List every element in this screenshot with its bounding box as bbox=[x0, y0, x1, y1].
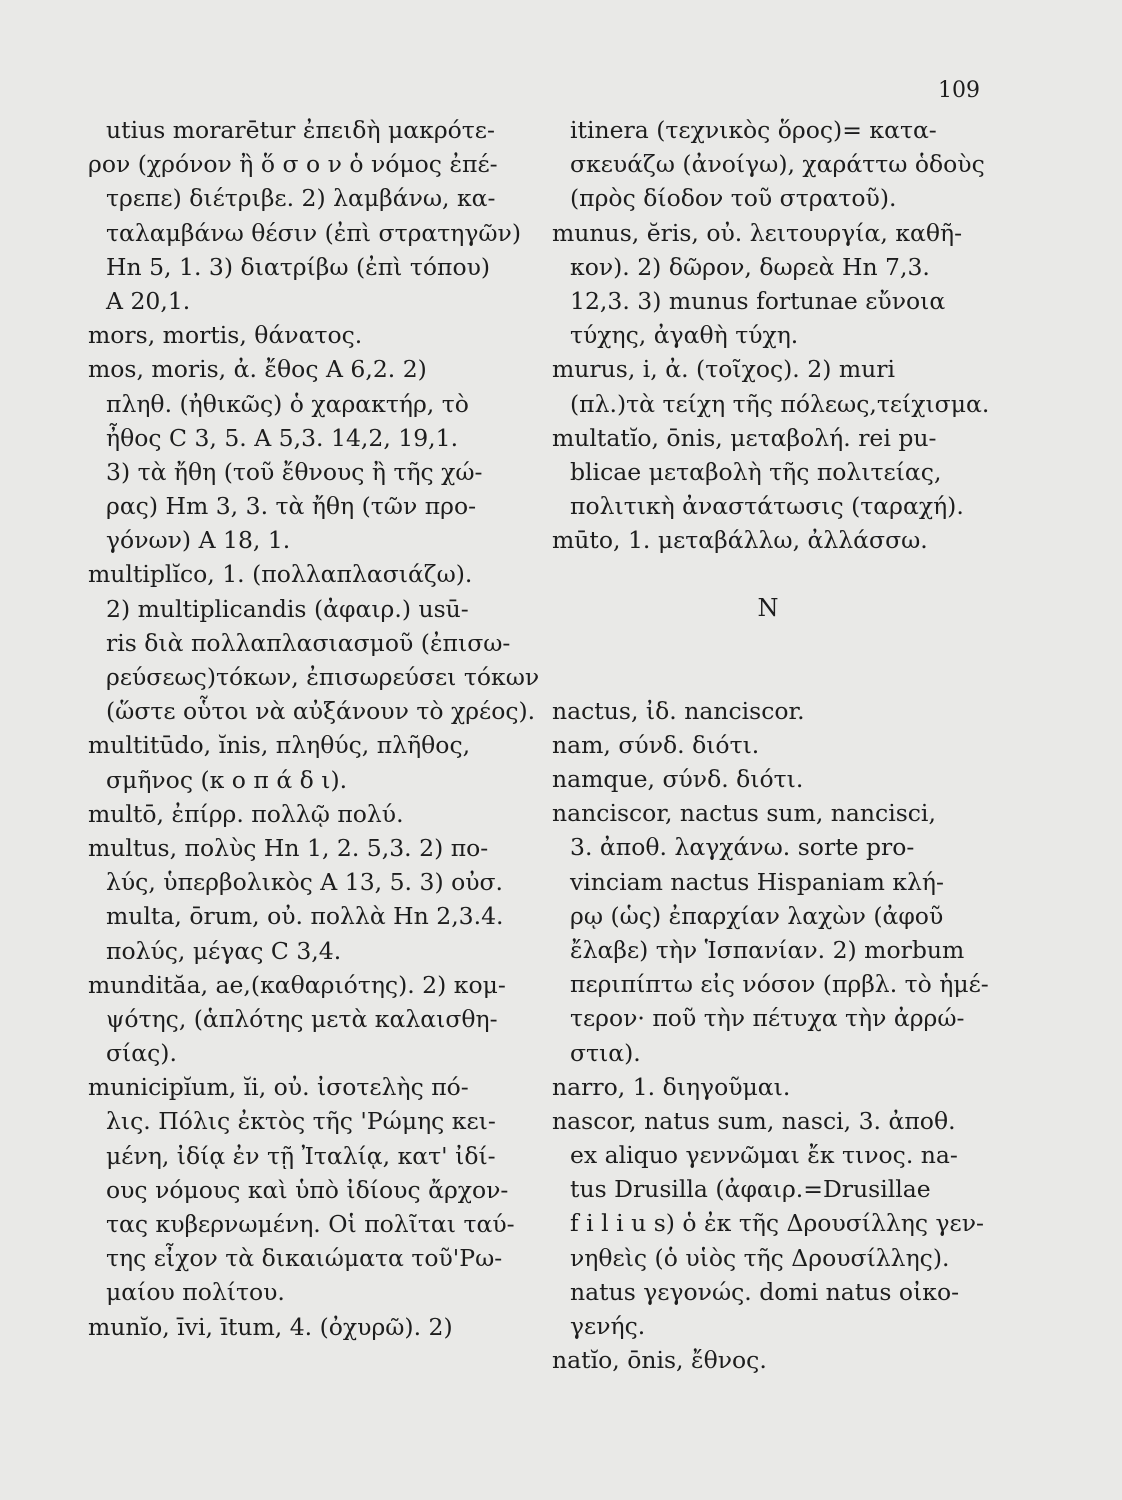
text-line: nanciscor, nactus sum, nancisci, bbox=[552, 799, 936, 828]
text-line: μένη, ἰδίᾳ ἐν τῇ Ἰταλίᾳ, κατ' ἰδί- bbox=[106, 1141, 496, 1170]
text-line: multus, πολὺς Hn 1, 2. 5,3. 2) πο- bbox=[88, 833, 489, 862]
text-line: Hn 5, 1. 3) διατρίβω (ἐπὶ τόπου) bbox=[106, 252, 491, 281]
text-line: murus, i, ἀ. (τοῖχος). 2) muri bbox=[552, 355, 895, 384]
text-line: nam, σύνδ. διότι. bbox=[552, 730, 760, 759]
text-line: munus, ĕris, οὐ. λειτουργία, καθῆ- bbox=[552, 218, 963, 247]
text-line: γενής. bbox=[570, 1312, 646, 1340]
text-line: πολιτικὴ ἀναστάτωσις (ταραχή). bbox=[570, 492, 964, 521]
text-line: 12,3. 3) munus fortunae εὔνοια bbox=[570, 286, 946, 315]
text-line: σκευάζω (ἀνοίγω), χαράττω ὁδοὺς bbox=[570, 150, 985, 179]
text-line: natus γεγονώς. domi natus οἰκο- bbox=[570, 1277, 960, 1306]
text-line: municipĭum, ĭi, οὐ. ἰσοτελὴς πό- bbox=[88, 1073, 469, 1102]
text-line: λύς, ὑπερβολικὸς A 13, 5. 3) οὐσ. bbox=[106, 868, 504, 897]
text-line: ἦθος C 3, 5. A 5,3. 14,2, 19,1. bbox=[106, 423, 459, 452]
text-line: multitūdo, ĭnis, πληθύς, πλῆθος, bbox=[88, 731, 471, 760]
text-line: ρεύσεως)τόκων, ἐπισωρεύσει τόκων bbox=[106, 663, 540, 691]
text-line: ρῳ (ὡς) ἐπαρχίαν λαχὼν (ἀφοῦ bbox=[570, 901, 944, 930]
text-line: multa, ōrum, οὐ. πολλὰ Hn 2,3.4. bbox=[106, 902, 504, 931]
text-line: ἔλαβε) τὴν Ἱσπανίαν. 2) morbum bbox=[570, 935, 965, 964]
text-line: namque, σύνδ. διότι. bbox=[552, 765, 804, 793]
text-line: 2) multiplicandis (ἀφαιρ.) usū- bbox=[106, 594, 469, 623]
text-line: πολύς, μέγας C 3,4. bbox=[106, 936, 342, 965]
text-line: multiplĭco, 1. (πολλαπλασιάζω). bbox=[88, 560, 473, 589]
text-line: τύχης, ἀγαθὴ τύχη. bbox=[570, 321, 799, 350]
text-line: A 20,1. bbox=[106, 286, 191, 315]
text-line: τερον· ποῦ τὴν πέτυχα τὴν ἀρρώ- bbox=[570, 1004, 965, 1033]
left-column bbox=[88, 113, 540, 1344]
text-line: ταλαμβάνω θέσιν (ἐπὶ στρατηγῶν) bbox=[106, 218, 521, 247]
page-number: 109 bbox=[938, 78, 980, 103]
text-line: στια). bbox=[570, 1038, 641, 1067]
text-line: ris διὰ πολλαπλασιασμοῦ (ἐπισω- bbox=[106, 628, 511, 657]
text-line: τας κυβερνωμένη. Οἱ πολῖται ταύ- bbox=[106, 1210, 515, 1238]
text-line: λις. Πόλις ἐκτὸς τῆς 'Ρώμης κει- bbox=[106, 1107, 496, 1136]
text-line: multatĭo, ōnis, μεταβολή. rei pu- bbox=[552, 423, 937, 452]
text-line: ex aliquo γεννῶμαι ἔκ τινος. na- bbox=[570, 1141, 958, 1170]
text-line: mors, mortis, θάνατος. bbox=[88, 321, 363, 350]
right-column bbox=[552, 113, 990, 1377]
text-line: mūto, 1. μεταβάλλω, ἀλλάσσω. bbox=[552, 526, 928, 555]
text-line: mos, moris, ἀ. ἔθος A 6,2. 2) bbox=[88, 355, 427, 384]
text-line: utius morarētur ἐπειδὴ μακρότε- bbox=[106, 116, 495, 144]
text-line: νηθεὶς (ὁ υἱὸς τῆς Δρουσίλλης). bbox=[570, 1243, 950, 1272]
text-line: vinciam nactus Hispaniam κλή- bbox=[570, 867, 944, 896]
text-line: multō, ἐπίρρ. πολλῷ πολύ. bbox=[88, 799, 404, 828]
text-line: 3) τὰ ἤθη (τοῦ ἔθνους ἢ τῆς χώ- bbox=[106, 457, 483, 486]
text-line: ρας) Hm 3, 3. τὰ ἤθη (τῶν προ- bbox=[106, 492, 477, 521]
text-line: (πρὸς δίοδον τοῦ στρατοῦ). bbox=[570, 184, 897, 213]
text-line: ρον (χρόνον ἢ ὅ σ ο ν ὁ νόμος ἐπέ- bbox=[88, 150, 498, 179]
text-line: ους νόμους καὶ ὑπὸ ἰδίους ἄρχον- bbox=[106, 1175, 509, 1204]
text-line: tus Drusilla (ἀφαιρ.=Drusillae bbox=[570, 1175, 931, 1204]
text-line: natĭo, ōnis, ἔθνος. bbox=[552, 1346, 767, 1375]
text-line: itinera (τεχνικὸς ὅρος)= κατα- bbox=[570, 116, 937, 144]
right-column-top-entries bbox=[552, 113, 990, 557]
text-line: nascor, natus sum, nasci, 3. ἀποθ. bbox=[552, 1106, 956, 1135]
section-letter-heading: N bbox=[757, 594, 779, 623]
text-line: mundităa, ae,(καθαριότης). 2) κομ- bbox=[88, 970, 506, 999]
text-line: σμῆνος (κ ο π ά δ ι). bbox=[106, 765, 348, 794]
text-line: σίας). bbox=[106, 1039, 177, 1068]
text-line: τρεπε) διέτριβε. 2) λαμβάνω, κα- bbox=[106, 184, 496, 213]
text-line: blicae μεταβολὴ τῆς πολιτείας, bbox=[570, 457, 942, 486]
text-line: munĭo, īvi, ītum, 4. (ὀχυρῶ). 2) bbox=[88, 1312, 453, 1341]
text-line: πληθ. (ἠθικῶς) ὁ χαρακτήρ, τὸ bbox=[106, 389, 469, 418]
text-line: ψότης, (ἁπλότης μετὰ καλαισθη- bbox=[106, 1004, 498, 1033]
text-line: (πλ.)τὰ τείχη τῆς πόλεως,τείχισμα. bbox=[570, 389, 990, 418]
text-line: της εἶχον τὰ δικαιώματα τοῦ'Ρω- bbox=[106, 1244, 503, 1273]
text-line: μαίου πολίτου. bbox=[106, 1278, 285, 1307]
text-line: f i l i u s) ὁ ἐκ τῆς Δρουσίλλης γεν- bbox=[570, 1209, 984, 1238]
text-line: nactus, ἰδ. nanciscor. bbox=[552, 696, 805, 725]
text-line: (ὥστε οὗτοι νὰ αὐξάνουν τὸ χρέος). bbox=[106, 697, 536, 726]
text-line: narro, 1. διηγοῦμαι. bbox=[552, 1072, 791, 1101]
right-column-bottom-entries bbox=[552, 694, 989, 1378]
text-line: 3. ἀποθ. λαγχάνω. sorte pro- bbox=[570, 833, 915, 862]
text-line: περιπίπτω εἰς νόσον (πρβλ. τὸ ἡμέ- bbox=[570, 970, 989, 999]
text-line: κον). 2) δῶρον, δωρεὰ Hn 7,3. bbox=[570, 252, 930, 281]
text-line: γόνων) A 18, 1. bbox=[106, 526, 291, 555]
